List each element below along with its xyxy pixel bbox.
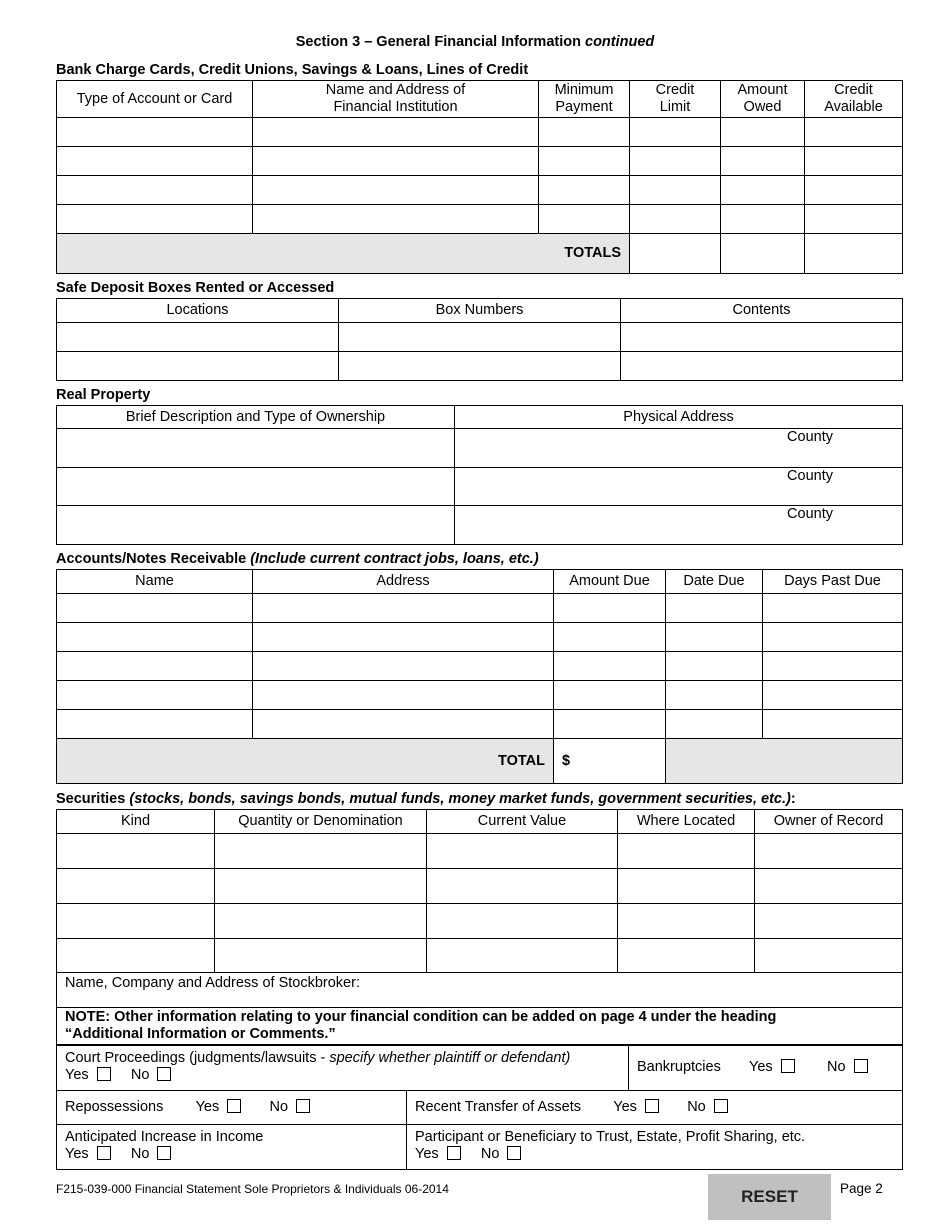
note-text: NOTE: Other information relating to your financial condition can be added on page 4 under the heading “Additional Information or Comments.” [57,1008,903,1046]
county-label: County [787,506,833,522]
securities-heading: Securities (stocks, bonds, savings bonds, mutual funds, money market funds, government securities, etc.): [56,791,796,807]
col-current-value: Current Value [427,810,618,834]
col-type-of-account: Type of Account or Card [57,81,253,118]
table-row [57,681,903,710]
totals-label: TOTALS [57,234,630,274]
totals-row [57,234,903,274]
transfer-yes-checkbox[interactable] [645,1099,659,1113]
table-row [57,323,903,352]
col-locations: Locations [57,299,339,323]
safe-deposit-table [56,298,903,381]
table-row [57,652,903,681]
trust-no-checkbox[interactable] [507,1146,521,1160]
col-date-due: Date Due [666,570,763,594]
trust-field: Participant or Beneficiary to Trust, Estate, Profit Sharing, etc. Yes No [407,1125,903,1170]
total-amount-field[interactable]: $ [554,739,666,784]
table-row [57,118,903,147]
securities-table [56,809,903,1046]
county-label: County [787,468,833,484]
col-description: Brief Description and Type of Ownership [57,406,455,429]
table-row [57,710,903,739]
col-address: Address [253,570,554,594]
col-days-past-due: Days Past Due [763,570,903,594]
col-where-located: Where Located [618,810,755,834]
questions-table [56,1044,903,1170]
table-row [57,939,903,973]
col-institution: Name and Address of Financial Institution [253,81,539,118]
table-row [57,594,903,623]
table-row [57,176,903,205]
col-contents: Contents [621,299,903,323]
real-property-table [56,405,903,545]
table-row [57,205,903,234]
table-row [57,869,903,904]
income-yes-checkbox[interactable] [97,1146,111,1160]
receivable-table [56,569,903,784]
bankruptcies-no-checkbox[interactable] [854,1059,868,1073]
court-yes-checkbox[interactable] [97,1067,111,1081]
col-owner-of-record: Owner of Record [755,810,903,834]
transfer-no-checkbox[interactable] [714,1099,728,1113]
real-property-heading: Real Property [56,387,151,403]
col-name: Name [57,570,253,594]
col-physical-address: Physical Address [455,406,903,429]
col-quantity: Quantity or Denomination [215,810,427,834]
total-row [57,739,903,784]
table-row [57,468,903,506]
table-row [57,352,903,381]
page-title: Section 3 – General Financial Information continued [295,34,655,50]
total-label: TOTAL [57,739,554,784]
table-row [57,623,903,652]
col-amount-owed: Amount Owed [721,81,805,118]
receivable-heading: Accounts/Notes Receivable (Include current contract jobs, loans, etc.) [56,551,539,567]
table-row [57,834,903,869]
col-credit-limit: Credit Limit [630,81,721,118]
county-label: County [787,429,833,445]
col-box-numbers: Box Numbers [339,299,621,323]
total-credit-limit[interactable] [630,234,721,274]
repossessions-yes-checkbox[interactable] [227,1099,241,1113]
stockbroker-field[interactable]: Name, Company and Address of Stockbroker: [57,973,903,1008]
income-field: Anticipated Increase in Income Yes No [57,1125,407,1170]
trust-yes-checkbox[interactable] [447,1146,461,1160]
repossessions-no-checkbox[interactable] [296,1099,310,1113]
income-no-checkbox[interactable] [157,1146,171,1160]
bank-section-heading: Bank Charge Cards, Credit Unions, Savings & Loans, Lines of Credit [56,62,529,78]
transfer-field: Recent Transfer of Assets Yes No [407,1091,903,1125]
bankruptcies-field: Bankruptcies Yes No [629,1045,903,1091]
reset-button[interactable]: RESET [708,1174,831,1220]
court-no-checkbox[interactable] [157,1067,171,1081]
total-credit-available[interactable] [805,234,903,274]
col-kind: Kind [57,810,215,834]
table-row [57,147,903,176]
court-proceedings-field: Court Proceedings (judgments/lawsuits - specify whether plaintiff or defendant) Yes No [57,1045,629,1091]
bankruptcies-yes-checkbox[interactable] [781,1059,795,1073]
table-row [57,429,903,468]
table-row [57,904,903,939]
total-amount-owed[interactable] [721,234,805,274]
page-number: Page 2 [840,1181,883,1196]
bank-table [56,80,903,274]
col-amount-due: Amount Due [554,570,666,594]
table-row [57,506,903,545]
col-credit-available: Credit Available [805,81,903,118]
form-id: F215-039-000 Financial Statement Sole Proprietors & Individuals 06-2014 [56,1182,449,1196]
safe-deposit-heading: Safe Deposit Boxes Rented or Accessed [56,280,335,296]
col-minimum-payment: Minimum Payment [539,81,630,118]
repossessions-field: Repossessions Yes No [57,1091,407,1125]
